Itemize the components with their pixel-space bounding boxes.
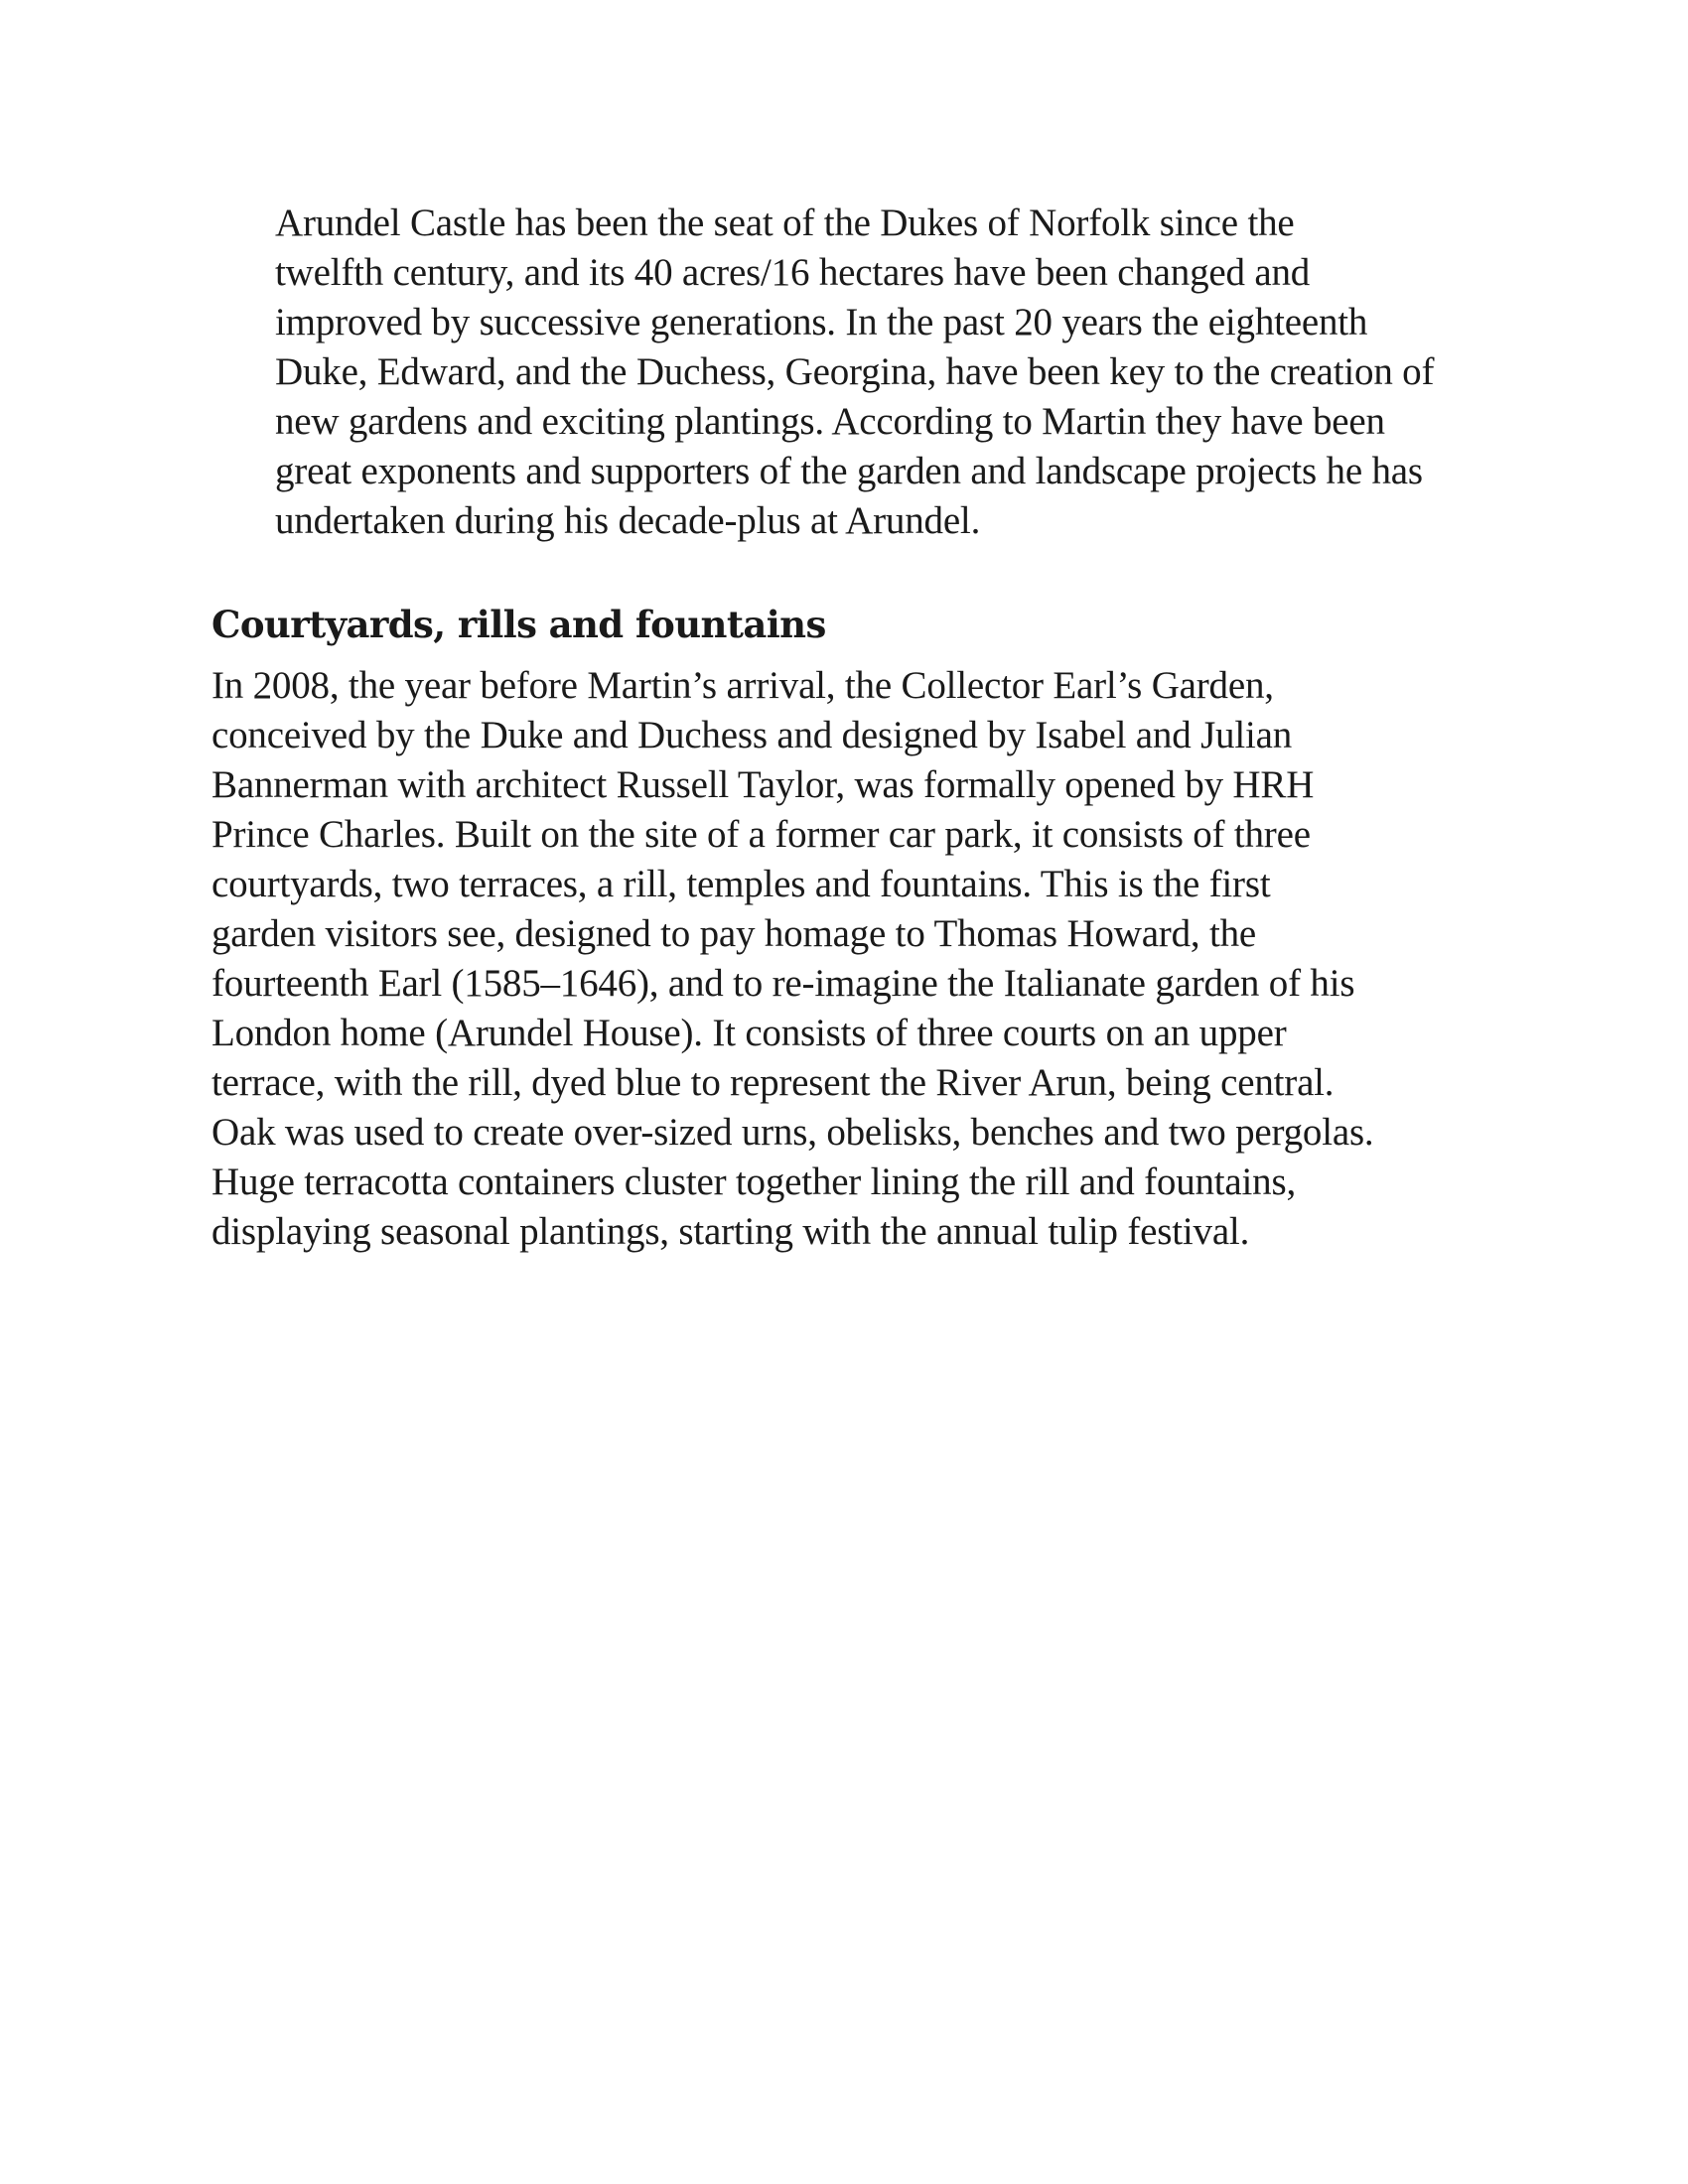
text-line: fourteenth Earl (1585–1646), and to re-imagine the Italianate garden of his — [211, 962, 1355, 1005]
text-line: In 2008, the year before Martin’s arrival, the Collector Earl’s Garden, — [211, 664, 1274, 707]
text-line: terrace, with the rill, dyed blue to represent the River Arun, being central. — [211, 1061, 1335, 1104]
section-paragraph — [211, 661, 1492, 1257]
text-line: Bannerman with architect Russell Taylor, was formally opened by HRH — [211, 763, 1315, 806]
text-line: Arundel Castle has been the seat of the Dukes of Norfolk since the — [275, 202, 1295, 244]
page-content — [211, 199, 1492, 1257]
text-line: garden visitors see, designed to pay homage to Thomas Howard, the — [211, 912, 1257, 955]
text-line: Huge terracotta containers cluster together lining the rill and fountains, — [211, 1160, 1296, 1203]
text-line: London home (Arundel House). It consists of three courts on an upper — [211, 1012, 1287, 1054]
text-line: displaying seasonal plantings, starting with the annual tulip festival. — [211, 1210, 1250, 1253]
text-line: conceived by the Duke and Duchess and designed by Isabel and Julian — [211, 714, 1293, 756]
text-line: courtyards, two terraces, a rill, temples and fountains. This is the first — [211, 863, 1271, 905]
intro-paragraph — [211, 199, 1492, 546]
text-line: Prince Charles. Built on the site of a former car park, it consists of three — [211, 813, 1311, 856]
text-line: new gardens and exciting plantings. According to Martin they have been — [275, 400, 1385, 443]
text-line: Oak was used to create over-sized urns, obelisks, benches and two pergolas. — [211, 1111, 1374, 1154]
text-line: undertaken during his decade-plus at Arundel. — [275, 499, 981, 542]
text-line: twelfth century, and its 40 acres/16 hectares have been changed and — [275, 251, 1311, 294]
text-line: improved by successive generations. In the past 20 years the eighteenth — [275, 301, 1368, 343]
text-line: Duke, Edward, and the Duchess, Georgina, have been key to the creation of — [275, 350, 1435, 393]
text-line: great exponents and supporters of the garden and landscape projects he has — [275, 450, 1423, 492]
section-heading: Courtyards, rills and fountains — [211, 603, 826, 646]
